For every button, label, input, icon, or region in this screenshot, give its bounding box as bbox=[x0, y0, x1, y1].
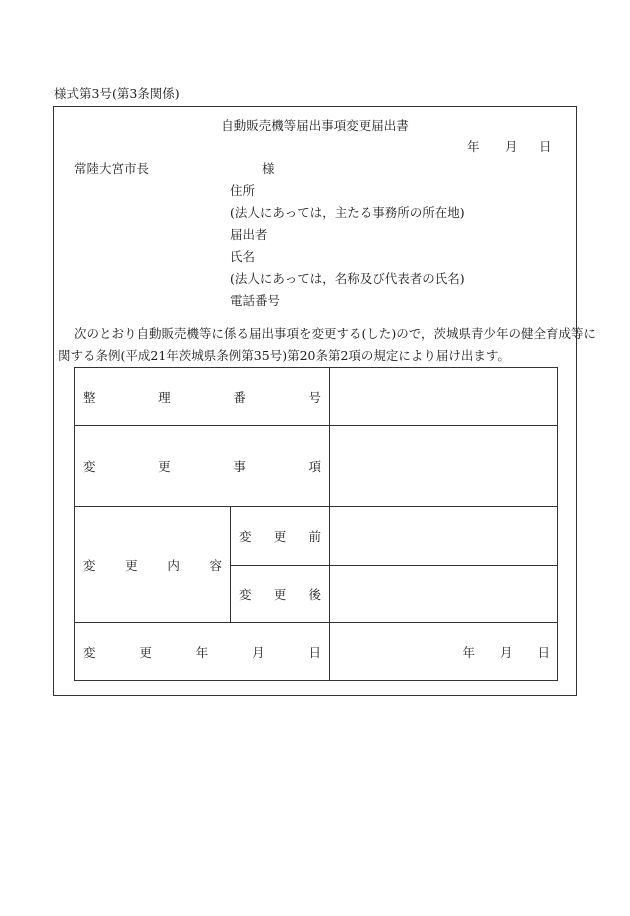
table-date-month: 月 bbox=[499, 644, 513, 660]
char: 事 bbox=[233, 459, 246, 474]
change-details-table bbox=[74, 367, 558, 681]
label-henko-go bbox=[231, 566, 330, 623]
char: 整 bbox=[83, 389, 96, 405]
applicant-role-label: 届出者 bbox=[230, 227, 268, 242]
char: 前 bbox=[308, 529, 321, 544]
char: 更 bbox=[273, 529, 287, 544]
date-day-label: 日 bbox=[539, 139, 552, 154]
char: 日 bbox=[308, 644, 321, 660]
body-text-line-1: 次のとおり自動販売機等に係る届出事項を変更する(した)ので，茨城県青少年の健全育成等に bbox=[74, 326, 597, 341]
char: 項 bbox=[308, 459, 321, 474]
table-row bbox=[75, 426, 558, 507]
char: 更 bbox=[273, 587, 287, 602]
label-henko-naiyo bbox=[75, 507, 231, 623]
label-henko-jiko bbox=[75, 426, 330, 507]
char: 後 bbox=[308, 587, 321, 602]
body-text-line-2: 関する条例(平成21年茨城県条例第35号)第20条第2項の規定により届け出ます。 bbox=[58, 348, 510, 363]
table-row bbox=[75, 368, 558, 426]
document-title: 自動販売機等届出事項変更届出書 bbox=[221, 118, 409, 133]
label-henko-mae bbox=[231, 507, 330, 566]
char: 内 bbox=[167, 557, 180, 573]
char: 更 bbox=[139, 644, 152, 660]
char: 月 bbox=[252, 644, 265, 660]
char: 変 bbox=[83, 459, 96, 474]
addressee: 常陸大宮市長 bbox=[74, 161, 150, 176]
date-year-label: 年 bbox=[467, 139, 480, 154]
label-henko-nengappi bbox=[75, 623, 330, 681]
char: 年 bbox=[195, 644, 209, 660]
value-henko-nengappi[interactable] bbox=[330, 623, 558, 681]
value-henko-mae[interactable] bbox=[330, 507, 558, 566]
char: 変 bbox=[83, 557, 96, 573]
value-henko-go[interactable] bbox=[330, 566, 558, 623]
applicant-name-label: 氏名 bbox=[230, 249, 256, 264]
applicant-address-note: (法人にあっては，主たる事務所の所在地) bbox=[230, 205, 465, 220]
char: 更 bbox=[158, 459, 171, 474]
applicant-address-label: 住所 bbox=[230, 183, 256, 198]
char: 変 bbox=[239, 529, 252, 544]
table-date-year: 年 bbox=[462, 644, 475, 660]
table-row bbox=[75, 507, 558, 566]
applicant-phone-label: 電話番号 bbox=[230, 293, 281, 308]
char: 号 bbox=[308, 389, 321, 405]
honorific: 様 bbox=[262, 161, 275, 176]
date-month-label: 月 bbox=[505, 139, 518, 154]
char: 容 bbox=[209, 557, 222, 573]
form-number-label: 様式第3号(第3条関係) bbox=[54, 86, 180, 101]
char: 変 bbox=[83, 644, 96, 660]
value-seiri-bango[interactable] bbox=[330, 368, 558, 426]
applicant-name-note: (法人にあっては，名称及び代表者の氏名) bbox=[230, 271, 465, 286]
value-henko-jiko[interactable] bbox=[330, 426, 558, 507]
table-date-day: 日 bbox=[537, 644, 550, 660]
char: 更 bbox=[125, 557, 138, 573]
char: 変 bbox=[239, 587, 252, 602]
label-seiri-bango bbox=[75, 368, 330, 426]
char: 番 bbox=[233, 389, 246, 405]
table-row bbox=[75, 623, 558, 681]
char: 理 bbox=[158, 389, 171, 405]
